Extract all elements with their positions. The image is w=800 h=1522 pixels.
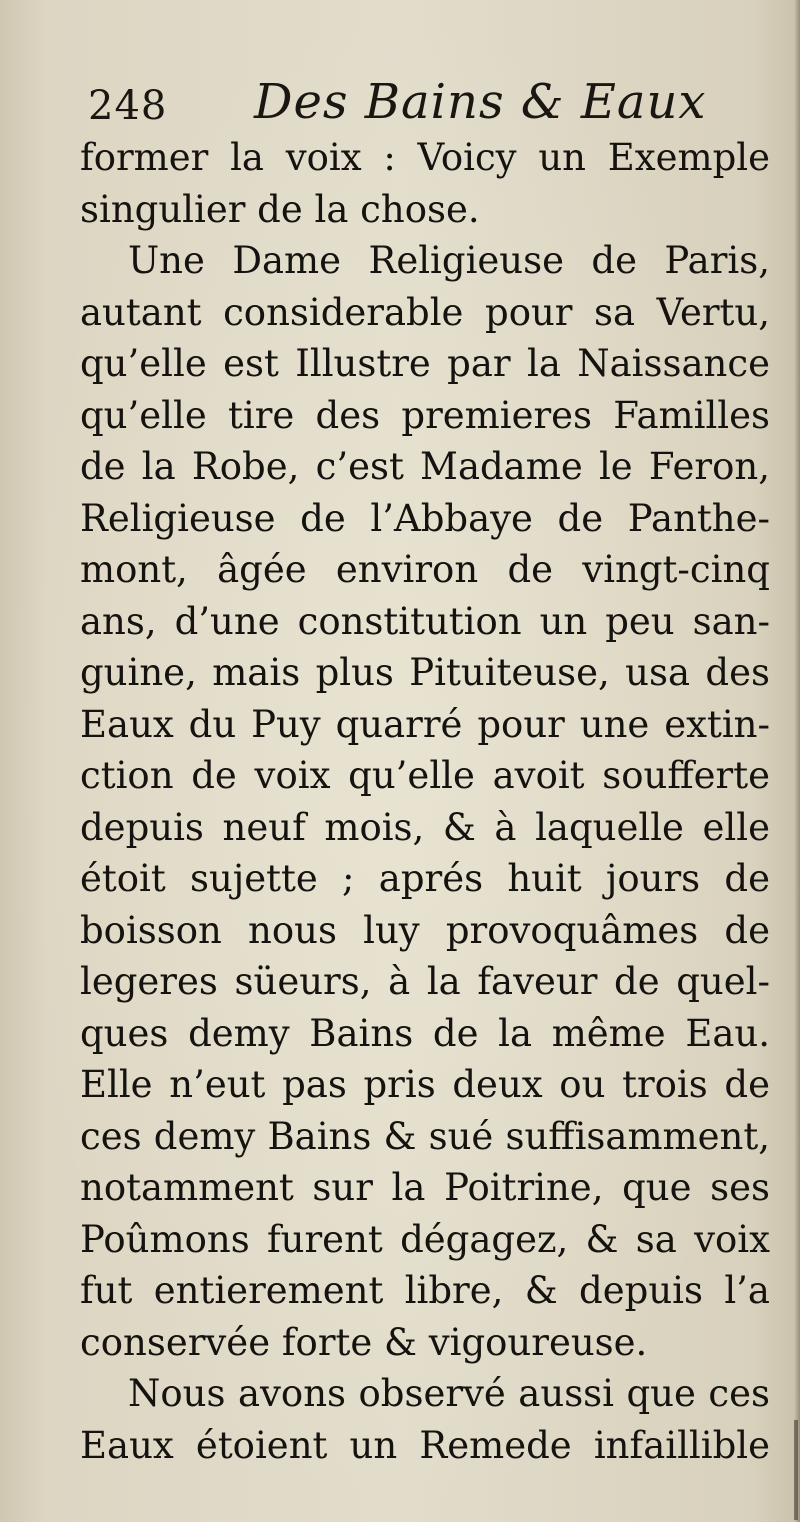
text-line: ces demy Bains & sué suffisamment, [80, 1114, 770, 1158]
text-line: depuis neuf mois, & à laquelle elle [80, 805, 770, 849]
text-line: étoit sujette ; aprés huit jours de [80, 857, 770, 900]
text-line: ans, d’une constitution un peu san- [80, 599, 770, 643]
text-line: Eaux du Puy quarré pour une extin- [80, 702, 770, 746]
text-line: guine, mais plus Pituiteuse, usa des [80, 651, 770, 694]
text-line: ques demy Bains de la même Eau. [80, 1011, 770, 1055]
text-line: Eaux étoient un Remede infaillible [80, 1423, 770, 1467]
running-title: Des Bains & Eaux [254, 74, 707, 130]
text-line: legeres süeurs, à la faveur de quel- [80, 960, 770, 1003]
text-line: conservée forte & vigoureuse. [80, 1320, 648, 1364]
text-line: qu’elle tire des premieres Familles [80, 393, 770, 437]
text-line: autant considerable pour sa Vertu, [80, 290, 770, 334]
text-line: fut entierement libre, & depuis l’a [80, 1269, 770, 1312]
text-line: de la Robe, c’est Madame le Feron, [80, 445, 770, 488]
text-line: Elle n’eut pas pris deux ou trois de [80, 1063, 770, 1106]
page-header [88, 70, 768, 132]
text-line: ction de voix qu’elle avoit soufferte [80, 754, 770, 797]
text-line: qu’elle est Illustre par la Naissance [80, 342, 770, 385]
text-line: boisson nous luy provoquâmes de [80, 908, 770, 952]
text-line: former la voix : Voicy un Exemple [80, 136, 770, 179]
paragraph-start-line: Nous avons observé aussi que ces [128, 1372, 770, 1415]
text-line: Religieuse de l’Abbaye de Panthe- [80, 496, 770, 540]
body-text [80, 132, 770, 1471]
text-line: notamment sur la Poitrine, que ses [80, 1166, 770, 1209]
text-line: singulier de la chose. [80, 187, 480, 231]
paragraph-start-line: Une Dame Religieuse de Paris, [128, 239, 770, 282]
text-line: Poûmons furent dégagez, & sa voix [80, 1217, 770, 1261]
page-number: 248 [88, 83, 168, 129]
text-line: mont, âgée environ de vingt-cinq [80, 548, 770, 591]
